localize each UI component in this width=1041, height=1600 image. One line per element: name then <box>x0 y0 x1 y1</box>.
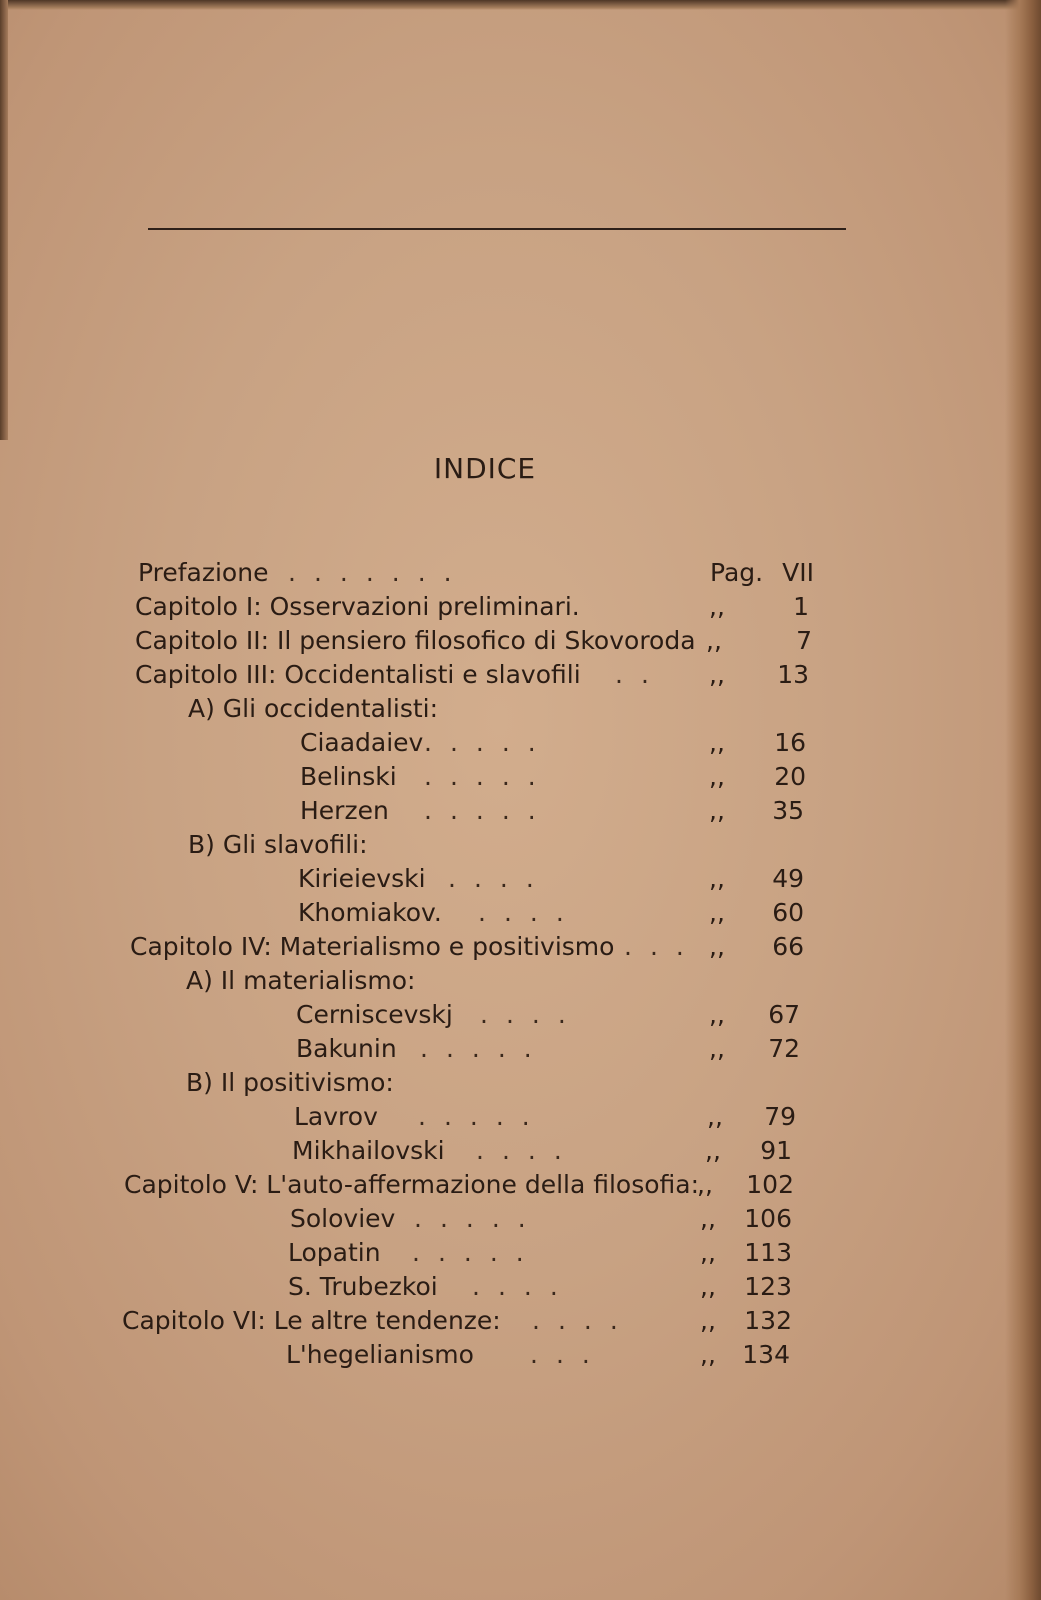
toc-entry-page: VII <box>782 558 814 587</box>
toc-entry <box>292 1134 792 1168</box>
toc-entry-label: Capitolo III: Occidentalisti e slavofili <box>135 660 581 689</box>
toc-entry <box>124 1168 794 1202</box>
toc-entry <box>122 1304 792 1338</box>
toc-entry <box>298 896 804 930</box>
toc-entry-marker: ,, <box>700 1204 716 1233</box>
dot-leader: ..... <box>412 1238 542 1267</box>
toc-entry <box>298 862 804 896</box>
toc-entry <box>286 1338 790 1372</box>
toc-entry-page: 49 <box>772 864 804 893</box>
toc-entry <box>294 1100 796 1134</box>
toc-entry-label: B) Gli slavofili: <box>188 830 368 859</box>
toc-entry-label: Capitolo VI: Le altre tendenze: <box>122 1306 501 1335</box>
dot-leader: ..... <box>414 1204 544 1233</box>
toc-entry-page: 67 <box>768 1000 800 1029</box>
dot-leader: .... <box>472 1272 576 1301</box>
toc-entry-page: 79 <box>764 1102 796 1131</box>
dot-leader: ..... <box>420 1034 550 1063</box>
toc-entry <box>300 726 806 760</box>
toc-entry-marker: ,, <box>709 864 725 893</box>
toc-entry-page: 7 <box>796 626 812 655</box>
toc-entry-label: Lopatin <box>288 1238 381 1267</box>
toc-entry-marker: ,, <box>700 1238 716 1267</box>
dot-leader: ....... <box>288 558 470 587</box>
toc-entry-label: Bakunin <box>296 1034 397 1063</box>
toc-entry <box>288 1236 792 1270</box>
toc-entry-marker: ,, <box>705 1136 721 1165</box>
dot-leader: ..... <box>418 1102 548 1131</box>
toc-entry-page: 134 <box>742 1340 790 1369</box>
toc-section-heading <box>188 692 588 726</box>
toc-entry-marker: ,, <box>700 1272 716 1301</box>
toc-entry-page: 106 <box>744 1204 792 1233</box>
dot-leader: ... <box>624 932 702 961</box>
toc-entry-label: Ciaadaiev <box>300 728 424 757</box>
toc-entry-page: 66 <box>772 932 804 961</box>
toc-entry <box>290 1202 792 1236</box>
toc-entry-label: Herzen <box>300 796 389 825</box>
toc-entry-label: Capitolo V: L'auto-affermazione della filosofia: <box>124 1170 700 1199</box>
toc-section-heading <box>186 1066 586 1100</box>
toc-entry-marker: ,, <box>709 728 725 757</box>
toc-entry-marker: Pag. <box>710 558 764 587</box>
dot-leader: .... <box>478 898 582 927</box>
horizontal-rule <box>148 228 846 230</box>
toc-entry: Capitolo III: Occidentalisti e slavofili .. ,, 13 <box>135 658 809 692</box>
toc-entry-label: Kirieievski <box>298 864 426 893</box>
toc-entry-page: 20 <box>774 762 806 791</box>
toc-entry-page: 35 <box>772 796 804 825</box>
toc-entry <box>296 998 800 1032</box>
toc-entry-marker: ,, <box>709 592 725 621</box>
toc-entry-label: Khomiakov. <box>298 898 442 927</box>
page-top-edge <box>0 0 1041 10</box>
toc-entry-marker: ,, <box>709 762 725 791</box>
toc-entry-marker: ,, <box>707 1102 723 1131</box>
dot-leader: ..... <box>424 728 554 757</box>
toc-entry-label: Lavrov <box>294 1102 378 1131</box>
dot-leader: ..... <box>424 762 554 791</box>
toc-entry <box>288 1270 792 1304</box>
toc-entry-page: 113 <box>744 1238 792 1267</box>
toc-entry-label: A) Il materialismo: <box>186 966 416 995</box>
dot-leader: ..... <box>424 796 554 825</box>
dot-leader: ... <box>530 1340 608 1369</box>
toc-entry-label: Capitolo IV: Materialismo e positivismo <box>130 932 615 961</box>
toc-entry-label: Mikhailovski <box>292 1136 445 1165</box>
toc-entry-label: Prefazione <box>138 558 269 587</box>
toc-entry-label: S. Trubezkoi <box>288 1272 438 1301</box>
toc-entry-marker: ,, <box>697 1170 713 1199</box>
toc-entry-label: Capitolo II: Il pensiero filosofico di Skovoroda <box>135 626 696 655</box>
toc-entry-page: 13 <box>777 660 809 689</box>
dot-leader: .... <box>448 864 552 893</box>
toc-entry-marker: ,, <box>709 1000 725 1029</box>
toc-entry-label: Capitolo I: Osservazioni preliminari. <box>135 592 580 621</box>
toc-entry-marker: ,, <box>709 898 725 927</box>
toc-entry-label: Belinski <box>300 762 397 791</box>
toc-entry-marker: ,, <box>709 660 725 689</box>
toc-entry-marker: ,, <box>709 932 725 961</box>
toc-entry <box>135 590 809 624</box>
page-left-edge <box>0 0 8 440</box>
toc-entry-label: Cerniscevskj <box>296 1000 453 1029</box>
toc-entry <box>130 930 804 964</box>
toc-entry-marker: ,, <box>700 1306 716 1335</box>
toc-entry <box>300 760 806 794</box>
toc-entry-page: 132 <box>744 1306 792 1335</box>
dot-leader: .... <box>480 1000 584 1029</box>
toc-entry-page: 60 <box>772 898 804 927</box>
toc-entry-label: Soloviev <box>290 1204 396 1233</box>
toc-entry <box>135 624 812 658</box>
toc-entry-marker: ,, <box>706 626 722 655</box>
toc-entry-page: 123 <box>744 1272 792 1301</box>
toc-entry-marker: ,, <box>709 796 725 825</box>
toc-entry-marker: ,, <box>700 1340 716 1369</box>
toc-entry-page: 91 <box>760 1136 792 1165</box>
toc-entry <box>300 794 804 828</box>
toc-section-heading <box>186 964 586 998</box>
toc-entry-label: B) Il positivismo: <box>186 1068 394 1097</box>
toc-entry-label: A) Gli occidentalisti: <box>188 694 439 723</box>
toc-entry-page: 1 <box>793 592 809 621</box>
toc-entry-marker: ,, <box>709 1034 725 1063</box>
toc-entry <box>296 1032 800 1066</box>
page-title: INDICE <box>433 452 537 485</box>
toc-entry-page: 16 <box>774 728 806 757</box>
dot-leader: .... <box>476 1136 580 1165</box>
toc-entry-page: 102 <box>746 1170 794 1199</box>
page-right-edge <box>1005 0 1041 1600</box>
dot-leader: .... <box>532 1306 636 1335</box>
toc-section-heading <box>188 828 588 862</box>
toc-entry-label: L'hegelianismo <box>286 1340 474 1369</box>
toc-entry <box>138 556 814 590</box>
toc-entry-page: 72 <box>768 1034 800 1063</box>
